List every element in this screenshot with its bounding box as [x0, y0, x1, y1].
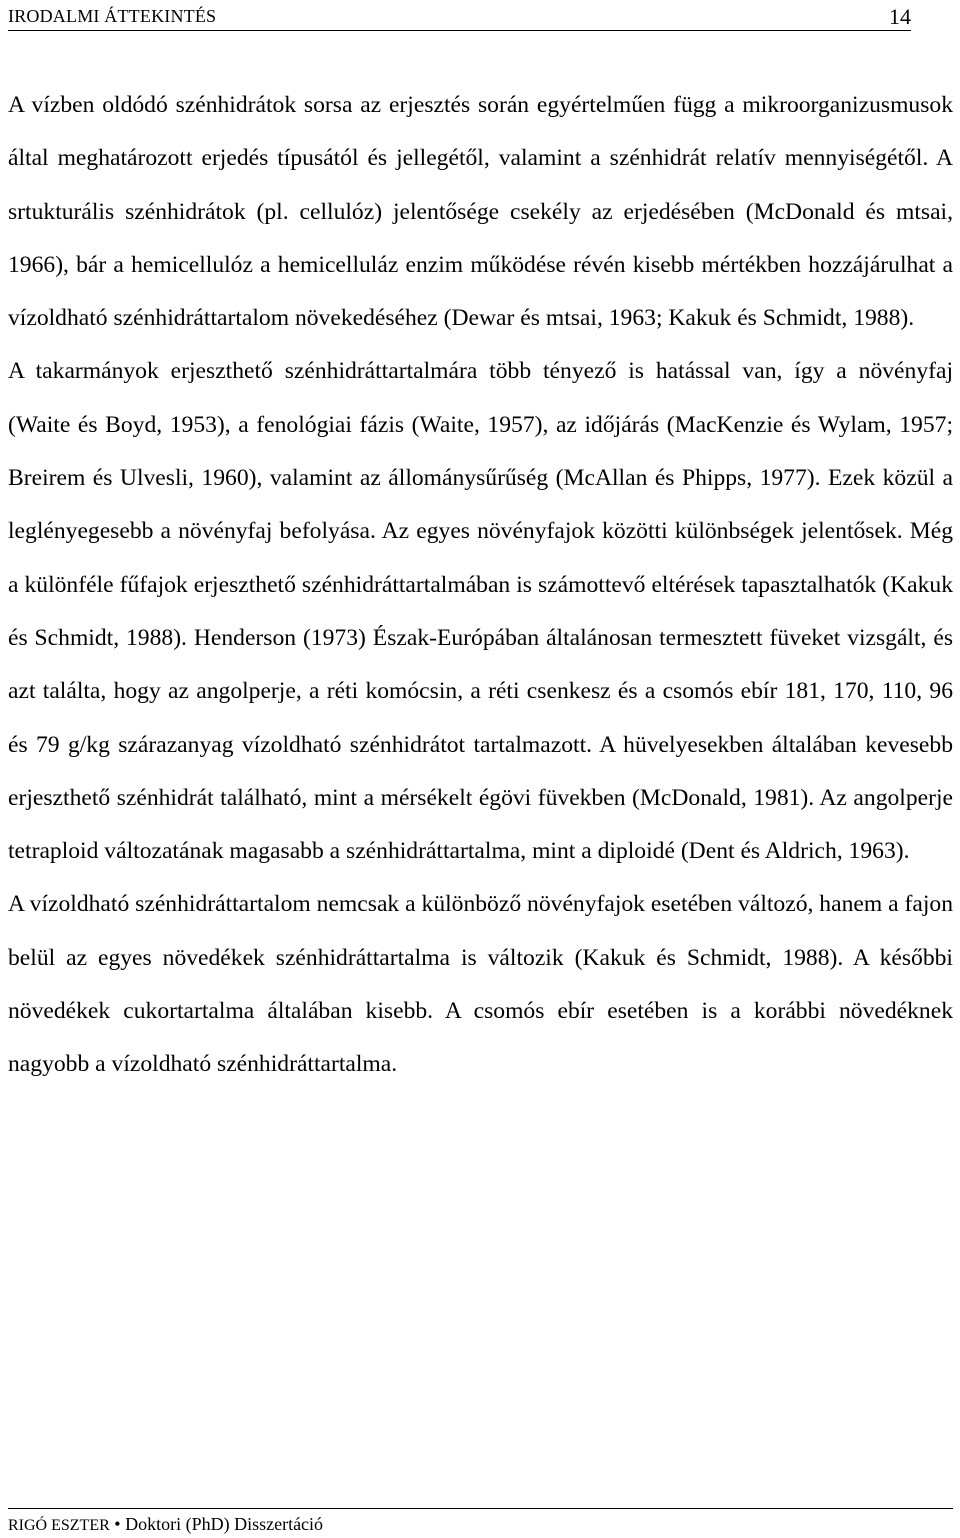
page-header	[8, 2, 911, 31]
footer-bullet: •	[114, 1514, 121, 1534]
section-title: IRODALMI ÁTTEKINTÉS	[8, 6, 217, 26]
footer-document-type: Doktori (PhD) Disszertáció	[125, 1514, 324, 1534]
footer-text	[8, 1514, 323, 1535]
page-number: 14	[889, 4, 911, 29]
page-footer	[8, 1508, 953, 1538]
document-body	[8, 79, 953, 1092]
paragraph: A vízben oldódó szénhidrátok sorsa az erjesztés során egyértelműen függ a mikroorganizusmusok által meghatározott erjedés típusától és jellegétől, valamint a szénhidrát relatív mennyiségétől. A srtukturális szénhidrátok (pl. cellulóz) jelentősége csekély az erjedésében (McDonald és mtsai, 1966), bár a hemicellulóz a hemicelluláz enzim működése révén kisebb mértékben hozzájárulhat a vízoldható szénhidráttartalom növekedéséhez (Dewar és mtsai, 1963; Kakuk és Schmidt, 1988).	[8, 92, 953, 332]
paragraph: A takarmányok erjeszthető szénhidráttartalmára több tényező is hatással van, így a növényfaj (Waite és Boyd, 1953), a fenológiai fázis (Waite, 1957), az időjárás (MacKenzie és Wylam, 1957; Breirem és Ulvesli, 1960), valamint az állománysűrűség (McAllan és Phipps, 1977). Ezek közül a leglényegesebb a növényfaj befolyása. Az egyes növényfajok közötti különbségek jelentősek. Még a különféle fűfajok erjeszthető szénhidráttartalmában is számottevő eltérések tapasztalhatók (Kakuk és Schmidt, 1988). Henderson (1973) Észak-Európában általánosan termesztett füveket vizsgált, és azt találta, hogy az angolperje, a réti komócsin, a réti csenkesz és a csomós ebír 181, 170, 110, 96 és 79 g/kg szárazanyag vízoldható szénhidrátot tartalmazott. A hüvelyesekben általában kevesebb erjeszthető szénhidrát található, mint a mérsékelt égövi füvekben (McDonald, 1981). Az angolperje tetraploid változatának magasabb a szénhidráttartalma, mint a diploidé (Dent és Aldrich, 1963).	[8, 358, 953, 865]
paragraph: A vízoldható szénhidráttartalom nemcsak a különböző növényfajok esetében változó, hanem a fajon belül az egyes növedékek szénhidráttartalma is változik (Kakuk és Schmidt, 1988). A későbbi növedékek cukortartalma általában kisebb. A csomós ebír esetében is a korábbi növedéknek nagyobb a vízoldható szénhidráttartalma.	[8, 891, 953, 1078]
footer-author: RIGÓ ESZTER	[8, 1517, 110, 1534]
